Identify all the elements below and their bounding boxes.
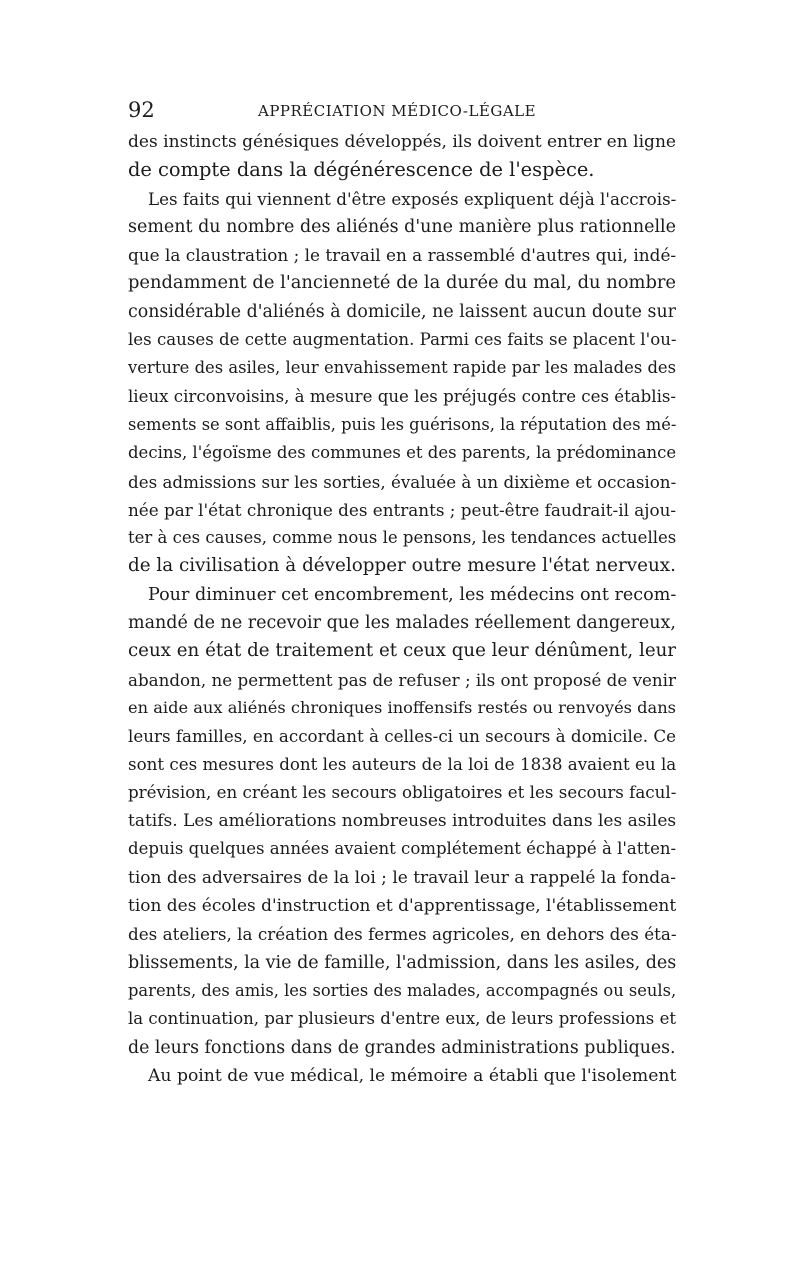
- paragraph-continued: [128, 128, 676, 185]
- paragraph: [128, 581, 676, 1062]
- text-line: leurs familles, en accordant à celles-ci un secours à domicile. Ce: [128, 726, 677, 747]
- text-line: que la claustration ; le travail en a rassemblé d'autres qui, indé-: [128, 245, 677, 266]
- text-line: des instincts génésiques développés, ils doivent entrer en ligne: [128, 132, 676, 152]
- text-line: tatifs. Les améliorations nombreuses introduites dans les asiles: [128, 811, 677, 832]
- text-line: des ateliers, la création des fermes agricoles, en dehors des éta-: [128, 924, 677, 945]
- text-line: depuis quelques années avaient complétement échappé à l'atten-: [128, 839, 677, 859]
- text-line: decins, l'égoïsme des communes et des parents, la prédominance: [128, 443, 677, 463]
- text-line: des admissions sur les sorties, évaluée à un dixième et occasion-: [128, 471, 677, 492]
- text-line: de la civilisation à développer outre mesure l'état nerveux.: [128, 555, 676, 577]
- text-line: sont ces mesures dont les auteurs de la loi de 1838 avaient eu la: [128, 754, 677, 774]
- text-line: considérable d'aliénés à domicile, ne laissent aucun doute sur: [128, 301, 676, 322]
- text-line: la continuation, par plusieurs d'entre eux, de leurs professions et: [128, 1009, 676, 1029]
- text-line: parents, des amis, les sorties des malades, accompagnés ou seuls,: [128, 980, 677, 1000]
- paragraph: [128, 185, 676, 581]
- text-line: sements se sont affaiblis, puis les guérisons, la réputation des mé-: [128, 414, 677, 434]
- text-line: prévision, en créant les secours obligatoires et les secours facul-: [128, 782, 677, 802]
- text-line: Au point de vue médical, le mémoire a établi que l'isolement: [148, 1065, 677, 1086]
- text-line: tion des adversaires de la loi ; le travail leur a rappelé la fonda-: [128, 867, 677, 888]
- text-line: née par l'état chronique des entrants ; peut-être faudrait-il ajou-: [128, 499, 677, 520]
- text-line: ter à ces causes, comme nous le pensons, les tendances actuelles: [128, 528, 677, 548]
- text-line: de compte dans la dégénérescence de l'espèce.: [128, 158, 595, 182]
- text-line: lieux circonvoisins, à mesure que les préjugés contre ces établis-: [128, 386, 677, 406]
- page-number: 92: [128, 98, 155, 122]
- body-text: [128, 128, 676, 1090]
- text-line: Les faits qui viennent d'être exposés expliquent déjà l'accrois-: [148, 188, 677, 209]
- text-line: ceux en état de traitement et ceux que leur dénûment, leur: [128, 640, 676, 662]
- text-line: les causes de cette augmentation. Parmi ces faits se placent l'ou-: [128, 330, 677, 350]
- running-title: APPRÉCIATION MÉDICO-LÉGALE: [258, 102, 537, 120]
- text-line: Pour diminuer cet encombrement, les médecins ont recom-: [148, 584, 677, 605]
- text-line: en aide aux aliénés chroniques inoffensifs restés ou renvoyés dans: [128, 697, 676, 717]
- text-line: de leurs fonctions dans de grandes administrations publiques.: [128, 1037, 676, 1058]
- paragraph-continues: [128, 1062, 676, 1090]
- text-line: blissements, la vie de famille, l'admission, dans les asiles, des: [128, 952, 677, 973]
- text-line: abandon, ne permettent pas de refuser ; ils ont proposé de venir: [128, 669, 676, 690]
- text-line: sement du nombre des aliénés d'une manière plus rationnelle: [128, 216, 676, 237]
- text-line: pendamment de l'ancienneté de la durée du mal, du nombre: [128, 272, 676, 294]
- text-line: tion des écoles d'instruction et d'apprentissage, l'établissement: [128, 896, 677, 917]
- text-line: mandé de ne recevoir que les malades réellement dangereux,: [128, 613, 676, 634]
- text-line: verture des asiles, leur envahissement rapide par les malades des: [128, 358, 676, 378]
- running-head: [128, 97, 678, 123]
